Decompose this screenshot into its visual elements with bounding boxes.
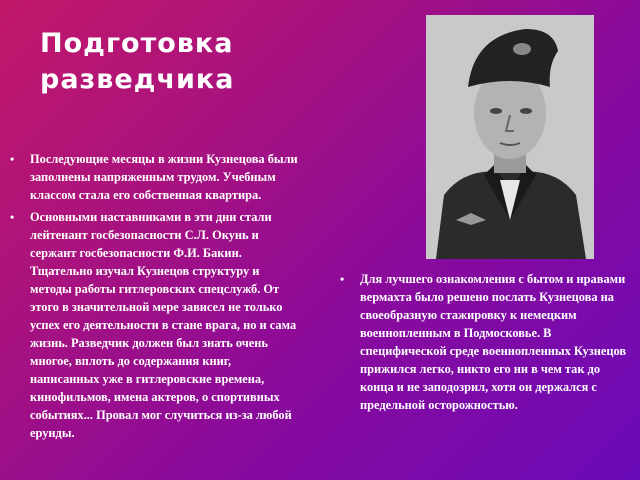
- bullet-item: [338, 270, 628, 414]
- bullet-text: Последующие месяцы в жизни Кузнецова были заполнены напряженным трудом. Учебным классом стала его собственная квартира.: [30, 152, 298, 202]
- bullet-icon: •: [340, 272, 345, 286]
- bullet-item: [8, 150, 298, 204]
- portrait-illustration: [426, 15, 594, 259]
- right-bullet-list: [338, 270, 628, 418]
- bullet-text: Для лучшего ознакомления с бытом и нравами вермахта было решено послать Кузнецова на своеобразную стажировку к немецким военнопленным в Подмосковье. В специфической среде военнопленных Кузнецов прижился легко, никто его ни в чем так до конца и не заподозрил, хотя он держался с предельной осторожностью.: [360, 272, 627, 412]
- slide-title: Подготовка разведчика: [40, 28, 235, 95]
- left-bullet-list: [8, 150, 298, 446]
- bullet-icon: •: [10, 210, 15, 224]
- bullet-icon: •: [10, 152, 15, 166]
- portrait-photo: [426, 15, 594, 259]
- bullet-item: [8, 208, 298, 442]
- bullet-text: Основными наставниками в эти дни стали лейтенант госбезопасности С.Л. Окунь и сержант госбезопасности Ф.И. Бакин. Тщательно изучал Кузнецов структуру и методы работы гитлеровских спецслужб. От этого в значительной мере зависел не только успех его деятельности в стане врага, но и сама жизнь. Разведчик должен был знать очень многое, вплоть до содержания книг, написанных уже в гитлеровские времена, кинофильмов, имена актеров, о спортивных событиях... Провал мог случиться из-за любой ерунды.: [30, 210, 297, 440]
